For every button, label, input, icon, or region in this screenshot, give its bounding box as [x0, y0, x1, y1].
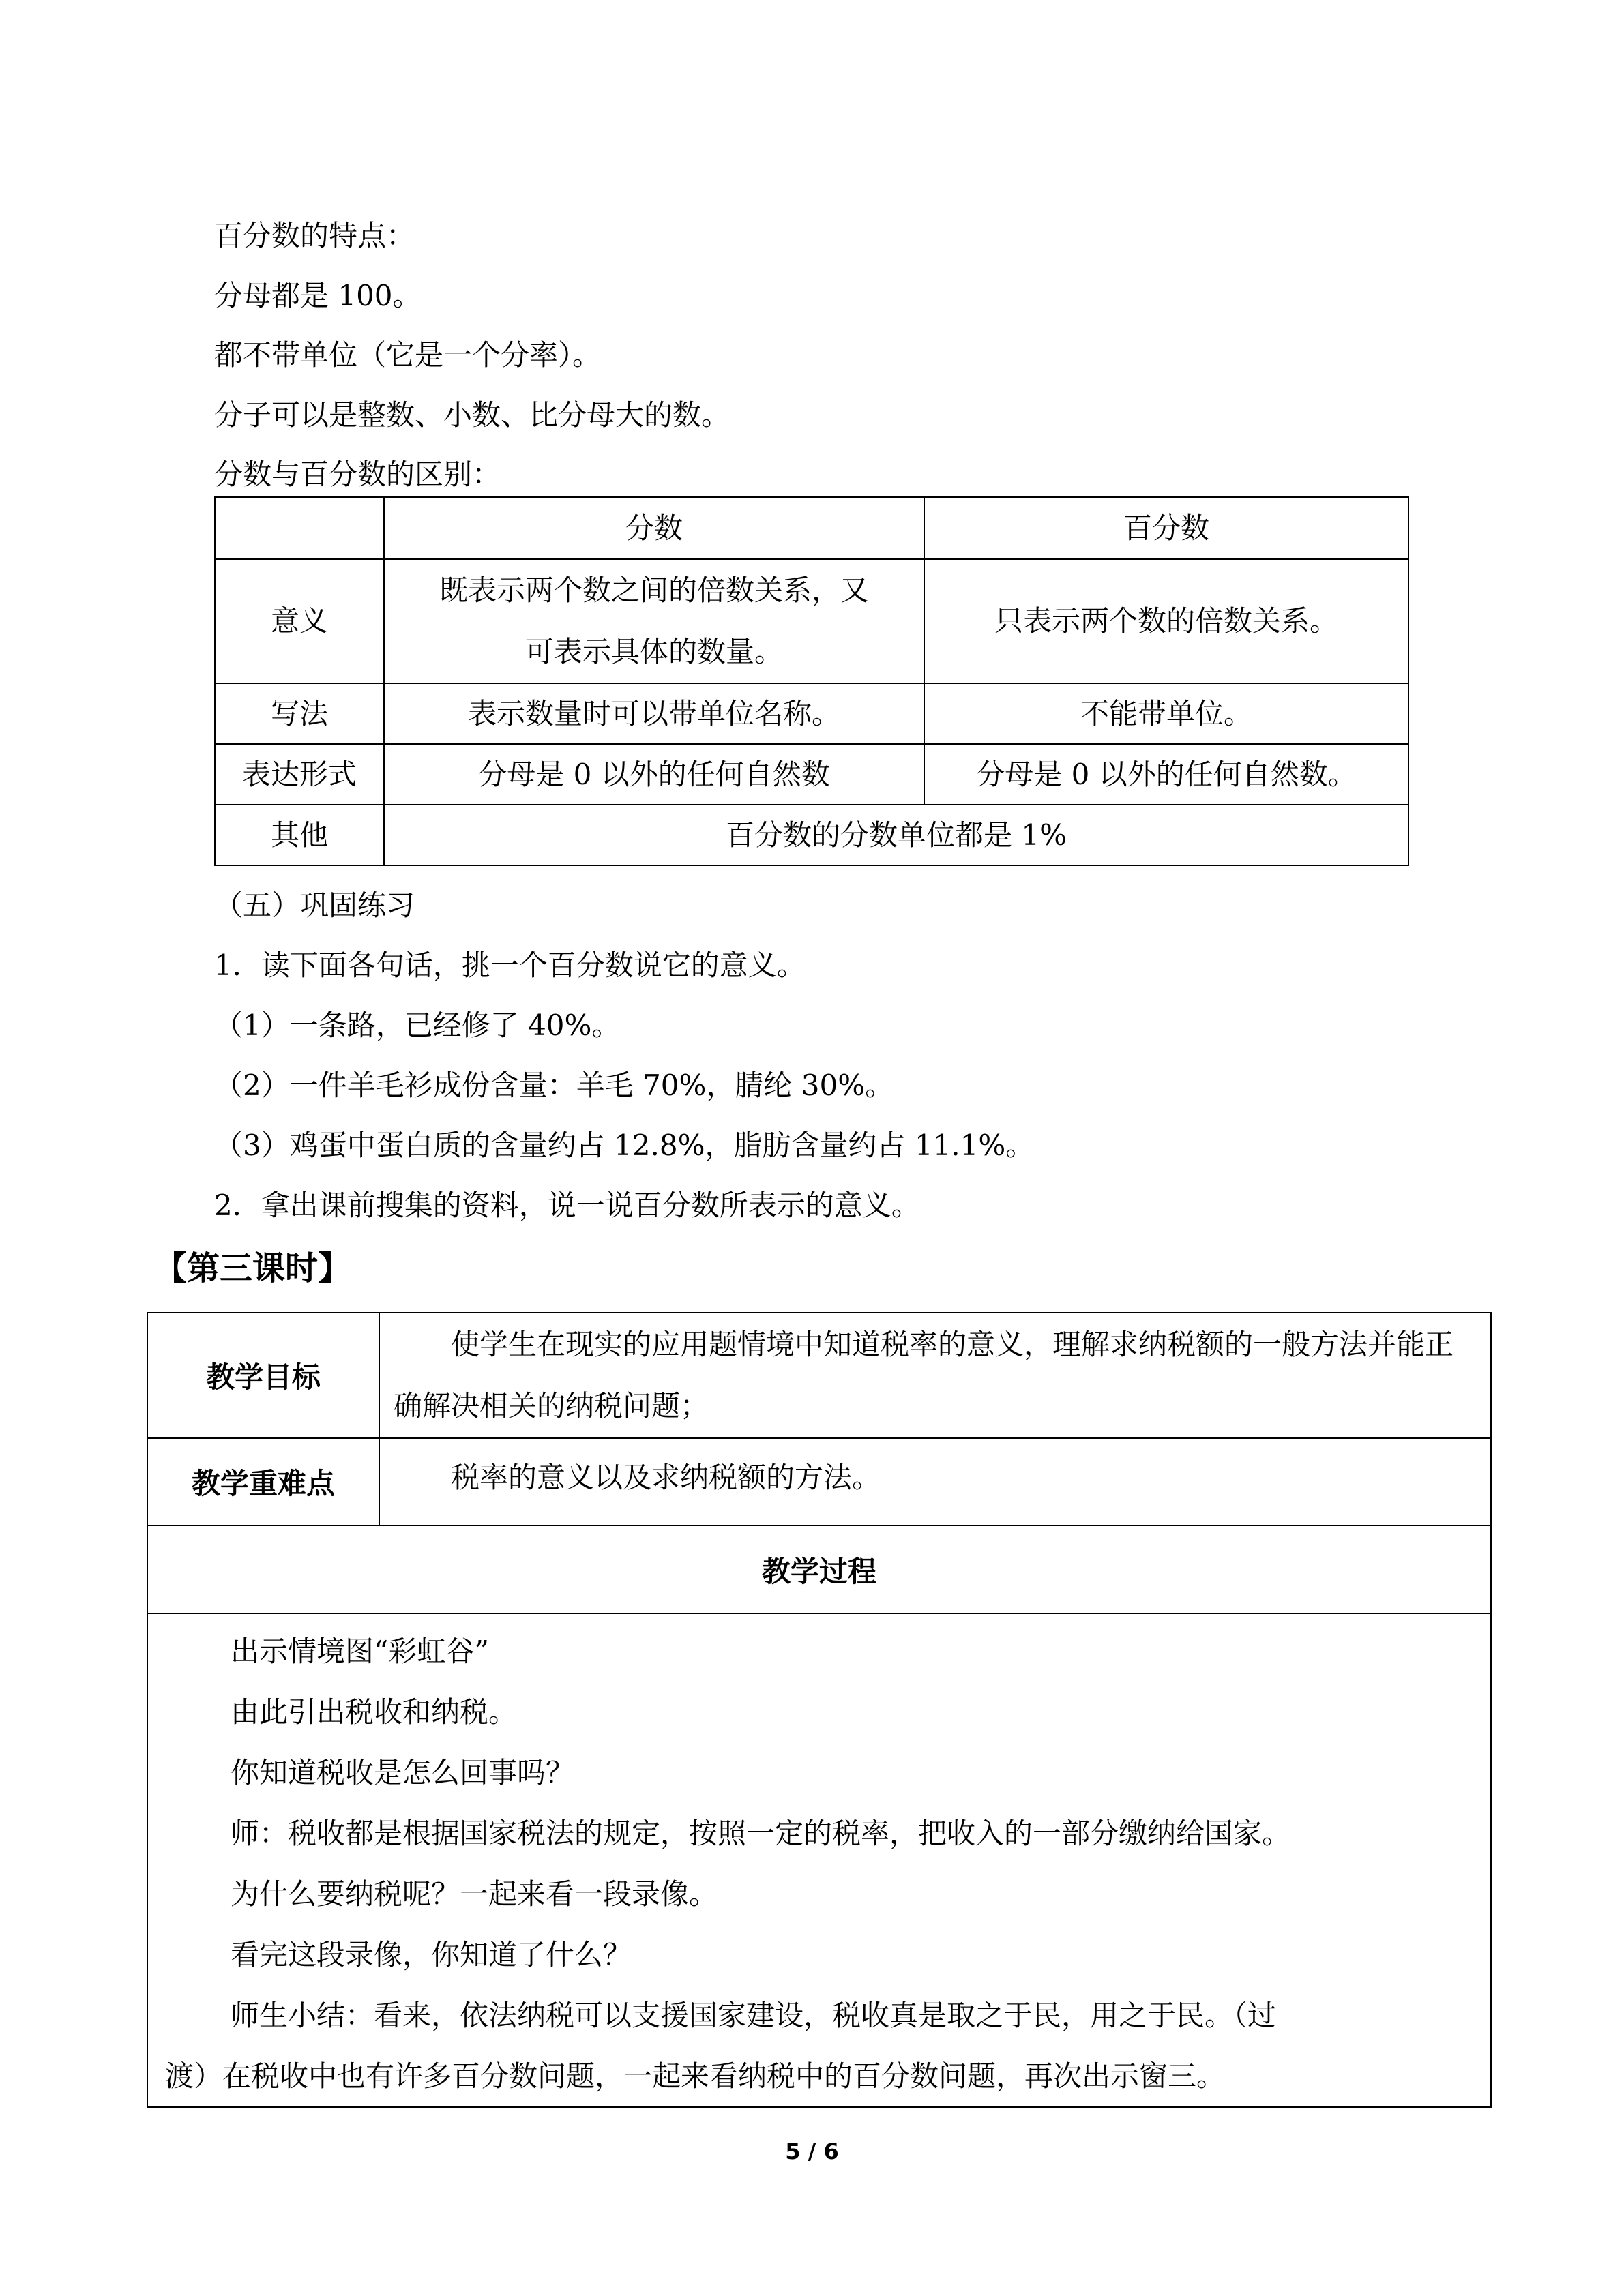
process-heading-row: [147, 1525, 1491, 1613]
intro-line-5: 分数与百分数的区别：: [214, 458, 501, 491]
meaning-percent-cell: 只表示两个数的倍数关系。: [924, 559, 1408, 683]
intro-line-1: 百分数的特点：: [214, 219, 415, 252]
page-number: 5 / 6: [785, 2138, 839, 2164]
table-header-percent: 百分数: [924, 497, 1408, 559]
table-header-row: [215, 497, 1408, 559]
row-label: 写法: [215, 683, 384, 744]
lesson-heading: 【第三课时】: [154, 1249, 351, 1287]
process-line: 由此引出税收和纳税。: [231, 1695, 518, 1729]
intro-line-4: 分子可以是整数、小数、比分母大的数。: [214, 398, 730, 432]
row-label: 其他: [215, 805, 384, 865]
comparison-table: [214, 496, 1409, 866]
form-percent-cell: 分母是 0 以外的任何自然数。: [924, 744, 1408, 805]
key-points-text: [379, 1438, 1491, 1525]
form-fraction-cell: 分母是 0 以外的任何自然数: [384, 744, 924, 805]
exercise-line-2: （1）一条路，已经修了 40%。: [214, 1009, 621, 1042]
goal-text: [379, 1313, 1491, 1438]
process-line: 看完这段录像，你知道了什么？: [231, 1938, 632, 1971]
key-points-label: 教学重难点: [147, 1438, 379, 1525]
intro-line-2: 分母都是 100。: [214, 279, 422, 312]
goal-label: 教学目标: [147, 1313, 379, 1438]
exercise-line-1: 1．读下面各句话，挑一个百分数说它的意义。: [214, 949, 806, 982]
table-row-form: [215, 744, 1408, 805]
key-row: [147, 1438, 1491, 1525]
exercise-line-5: 2．拿出课前搜集的资料，说一说百分数所表示的意义。: [214, 1189, 920, 1222]
process-label: 教学过程: [147, 1525, 1491, 1613]
exercise-line-4: （3）鸡蛋中蛋白质的含量约占 12.8%，脂肪含量约占 11.1%。: [214, 1129, 1035, 1162]
exercise-line-3: （2）一件羊毛衫成份含量：羊毛 70%，腈纶 30%。: [214, 1069, 894, 1102]
table-row-other: [215, 805, 1408, 865]
table-row-meaning: [215, 559, 1408, 683]
table-header-fraction: 分数: [384, 497, 924, 559]
row-label: 意义: [215, 559, 384, 683]
meaning-fraction-line2: 可表示具体的数量。: [525, 635, 783, 668]
meaning-fraction-line1: 既表示两个数之间的倍数关系，又: [439, 573, 869, 607]
intro-line-3: 都不带单位（它是一个分率）。: [214, 338, 602, 372]
goal-row: [147, 1313, 1491, 1438]
exercise-heading: （五）巩固练习: [214, 889, 415, 922]
process-line: 你知道税收是怎么回事吗？: [231, 1756, 575, 1789]
process-line: 为什么要纳税呢？一起来看一段录像。: [231, 1877, 718, 1911]
process-content: [147, 1613, 1491, 2107]
writing-percent-cell: 不能带单位。: [924, 683, 1408, 744]
process-line: 渡）在税收中也有许多百分数问题，一起来看纳税中的百分数问题，再次出示窗三。: [165, 2059, 1226, 2093]
lesson-plan-table: [147, 1312, 1492, 2108]
other-value-cell: 百分数的分数单位都是 1%: [384, 805, 1408, 865]
goal-text-content: 使学生在现实的应用题情境中知道税率的意义，理解求纳税额的一般方法并能正确解决相关的纳税问题；: [394, 1328, 1454, 1422]
writing-fraction-cell: 表示数量时可以带单位名称。: [384, 683, 924, 744]
process-content-row: [147, 1613, 1491, 2107]
process-line: 出示情境图“彩虹谷”: [231, 1635, 489, 1668]
key-points-content: 税率的意义以及求纳税额的方法。: [451, 1461, 881, 1494]
table-row-writing: [215, 683, 1408, 744]
process-line: 师：税收都是根据国家税法的规定，按照一定的税率，把收入的一部分缴纳给国家。: [231, 1817, 1291, 1850]
process-line: 师生小结：看来，依法纳税可以支援国家建设，税收真是取之于民，用之于民。（过: [231, 1999, 1277, 2032]
table-header-empty: [215, 497, 384, 559]
meaning-fraction-cell: [384, 559, 924, 683]
row-label: 表达形式: [215, 744, 384, 805]
